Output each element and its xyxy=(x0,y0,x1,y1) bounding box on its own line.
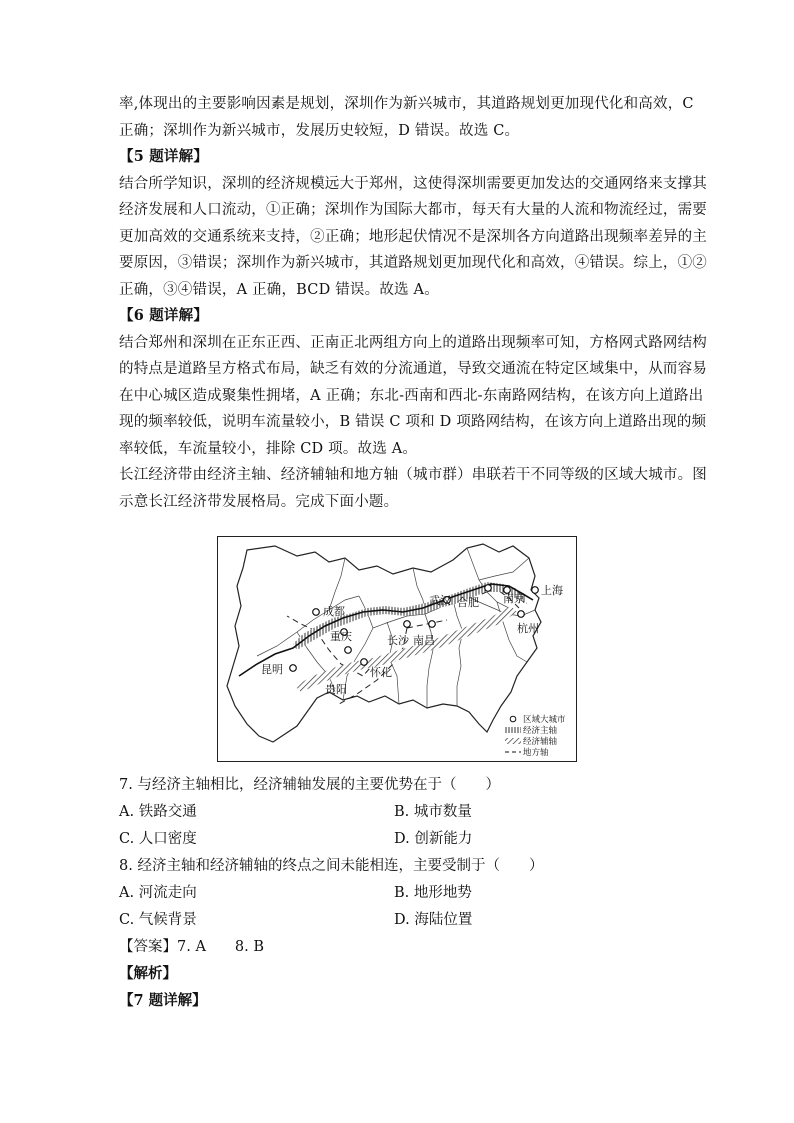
q8-option-c: C. 气候背景 xyxy=(119,912,197,928)
city-label: 杭州 xyxy=(517,622,539,635)
q7-option-a: A. 铁路交通 xyxy=(119,804,197,820)
city-label: 南昌 xyxy=(413,634,435,647)
text-line: 在中心城区造成聚集性拥堵，A 正确；东北-西南和西北-东南路网结构，在该方向上道路出 xyxy=(119,387,704,404)
q8-option-b: B. 地形地势 xyxy=(394,885,472,901)
text-line: 率较低，车流量较小，排除 CD 项。故选 A。 xyxy=(119,440,418,457)
text-line: 现的频率较低，说明车流量较小，B 错误 C 项和 D 项路网结构，在该方向上道路出现的频 xyxy=(119,414,707,430)
section-heading-7: 【7 题详解】 xyxy=(119,992,207,1009)
text-line: 经济发展和人口流动，①正确；深圳作为国际大都市，每天有大量的人流和物流经过，需要 xyxy=(119,202,707,218)
q8-option-d: D. 海陆位置 xyxy=(394,912,473,928)
text-line: 要原因，③错误；深圳作为新兴城市，其道路规划更加现代化和高效，④错误。综上，①② xyxy=(119,255,707,271)
section-heading-6: 【6 题详解】 xyxy=(119,307,209,324)
answer-line: 【答案】7. A 8. B xyxy=(119,939,265,955)
text-line: 示意长江经济带发展格局。完成下面小题。 xyxy=(119,493,399,510)
city-marker-nanchang xyxy=(429,621,436,628)
city-label: 重庆 xyxy=(330,630,352,643)
question-8-stem: 8. 经济主轴和经济辅轴的终点之间未能相连，主要受制于（ ） xyxy=(119,858,544,874)
q7-option-d: D. 创新能力 xyxy=(394,831,473,847)
text-line: 率,体现出的主要影响因素是规划，深圳作为新兴城市，其道路规划更加现代化和高效，C xyxy=(119,96,694,112)
city-label: 武汉 xyxy=(429,594,451,607)
text-line: 的特点是道路呈方格式布局，缺乏有效的分流通道，导致交通流在特定区域集中，从而容易 xyxy=(119,361,707,377)
legend-label: 地方轴 xyxy=(523,748,549,758)
city-label: 南京 xyxy=(503,592,525,605)
q7-option-c: C. 人口密度 xyxy=(119,831,197,847)
text-line: 长江经济带由经济主轴、经济辅轴和地方轴（城市群）串联若干不同等级的区域大城市。图 xyxy=(119,467,707,483)
legend-aux-axis-symbol xyxy=(505,738,521,744)
legend-city-symbol xyxy=(510,716,516,722)
city-marker-chengdu xyxy=(313,609,320,616)
city-marker-kunming xyxy=(290,665,297,672)
text-line: 更加高效的交通系统来支持，②正确；地形起伏情况不是深圳各方向道路出现频率差异的主 xyxy=(119,228,707,245)
legend-label: 经济主轴 xyxy=(523,726,558,736)
city-marker-guiyang xyxy=(345,647,352,654)
question-7-stem: 7. 与经济主轴相比，经济辅轴发展的主要优势在于（ ） xyxy=(119,777,500,793)
legend-label: 区域大城市 xyxy=(523,715,566,725)
city-label: 怀化 xyxy=(370,666,392,679)
city-label: 上海 xyxy=(541,584,563,597)
city-marker-hefei xyxy=(485,585,492,592)
analysis-heading: 【解析】 xyxy=(119,965,177,982)
city-label: 合肥 xyxy=(457,596,479,609)
text-line: 正确；深圳作为新兴城市，发展历史较短，D 错误。故选 C。 xyxy=(119,122,520,139)
text-block xyxy=(119,91,707,515)
city-label: 贵阳 xyxy=(325,683,347,696)
q8-option-a: A. 河流走向 xyxy=(119,885,197,901)
text-line: 正确，③④错误，A 正确，BCD 错误。故选 A。 xyxy=(119,281,439,298)
legend-main-axis-symbol xyxy=(505,727,521,733)
city-label: 昆明 xyxy=(261,663,283,676)
yangtze-economic-belt-map xyxy=(217,536,577,762)
city-marker-changsha xyxy=(404,621,411,628)
city-label: 长沙 xyxy=(387,634,409,647)
legend-label: 经济辅轴 xyxy=(523,737,558,747)
text-line: 结合所学知识，深圳的经济规模远大于郑州，这使得深圳需要更加发达的交通网络来支撑其 xyxy=(119,175,707,192)
section-heading-5: 【5 题详解】 xyxy=(119,148,209,165)
city-label: 成都 xyxy=(323,605,345,618)
text-line: 结合郑州和深圳在正东正西、正南正北两组方向上的道路出现频率可知，方格网式路网结构 xyxy=(119,334,707,351)
city-marker-huaihua xyxy=(361,659,368,666)
city-marker-hangzhou xyxy=(518,611,525,618)
q7-option-b: B. 城市数量 xyxy=(394,804,472,820)
city-marker-shanghai xyxy=(532,587,539,594)
